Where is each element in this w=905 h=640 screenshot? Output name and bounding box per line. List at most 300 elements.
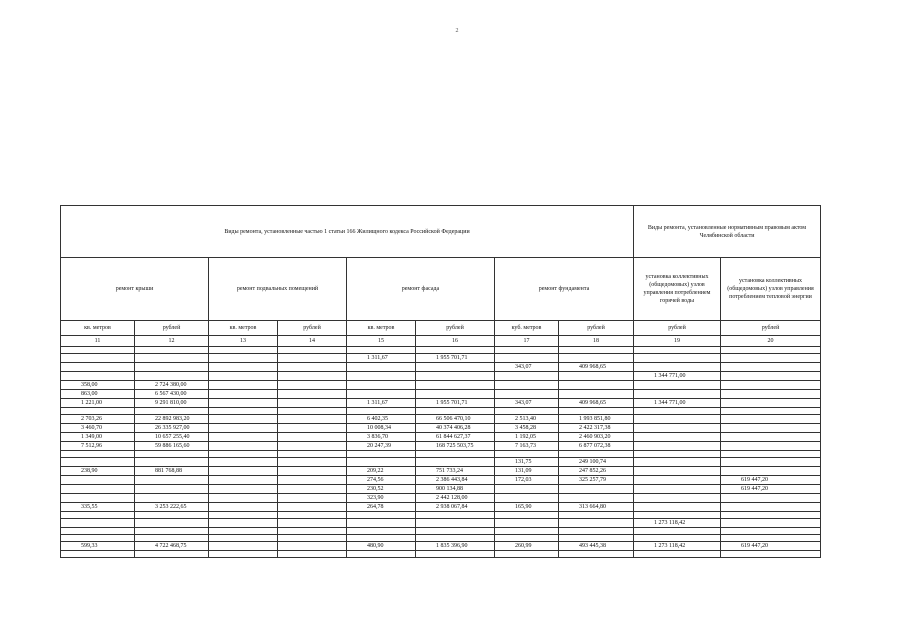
table-cell: 1 273 118,42: [634, 519, 721, 528]
table-cell: [347, 372, 416, 381]
group-roof: ремонт крыши: [61, 258, 209, 321]
table-cell: [278, 363, 347, 372]
table-cell: 1 192,05: [495, 433, 559, 442]
table-cell: 6 877 072,38: [559, 442, 634, 451]
table-cell: [721, 372, 821, 381]
table-cell: [634, 535, 721, 542]
table-cell: [559, 372, 634, 381]
table-cell: [278, 542, 347, 551]
table-cell: [209, 442, 278, 451]
table-cell: [209, 372, 278, 381]
unit-18: рублей: [559, 321, 634, 336]
table-cell: 4 722 468,75: [135, 542, 209, 551]
table-cell: [61, 519, 135, 528]
table-cell: 26 335 927,00: [135, 424, 209, 433]
table-cell: 900 134,88: [416, 485, 495, 494]
table-cell: [416, 551, 495, 558]
table-cell: [278, 408, 347, 415]
table-row: [61, 451, 821, 458]
col-number: 13: [209, 336, 278, 347]
table-cell: [347, 451, 416, 458]
table-cell: [416, 528, 495, 535]
table-cell: 2 724 380,00: [135, 381, 209, 390]
table-row: [61, 458, 821, 467]
table-cell: [559, 408, 634, 415]
table-cell: [634, 512, 721, 519]
table-cell: [135, 408, 209, 415]
col-number: 12: [135, 336, 209, 347]
table-cell: [559, 528, 634, 535]
table-cell: [721, 415, 821, 424]
table-cell: 358,00: [61, 381, 135, 390]
table-cell: [634, 408, 721, 415]
table-cell: 40 374 406,28: [416, 424, 495, 433]
table-cell: [135, 347, 209, 354]
table-cell: [634, 485, 721, 494]
table-cell: [209, 433, 278, 442]
table-cell: [559, 347, 634, 354]
table-row: [61, 494, 821, 503]
table-cell: [347, 512, 416, 519]
table-cell: [634, 451, 721, 458]
table-cell: [495, 372, 559, 381]
table-cell: [61, 458, 135, 467]
table-cell: 619 447,20: [721, 476, 821, 485]
table-cell: [721, 535, 821, 542]
table-cell: 209,22: [347, 467, 416, 476]
unit-13: кв. метров: [209, 321, 278, 336]
table-cell: [634, 458, 721, 467]
table-row: [61, 415, 821, 424]
table-cell: [61, 485, 135, 494]
table-cell: [347, 347, 416, 354]
table-cell: 6 567 430,00: [135, 390, 209, 399]
table-cell: 1 311,67: [347, 354, 416, 363]
table-cell: [278, 433, 347, 442]
table-cell: 3 253 222,65: [135, 503, 209, 512]
table-cell: [278, 424, 347, 433]
table-cell: [721, 494, 821, 503]
table-cell: 863,00: [61, 390, 135, 399]
table-cell: [495, 512, 559, 519]
table-cell: [61, 372, 135, 381]
table-cell: 249 100,74: [559, 458, 634, 467]
table-cell: [209, 467, 278, 476]
table-cell: [634, 476, 721, 485]
table-cell: [416, 363, 495, 372]
table-cell: 3 836,70: [347, 433, 416, 442]
unit-16: рублей: [416, 321, 495, 336]
table-cell: [559, 485, 634, 494]
table-row: [61, 347, 821, 354]
table-cell: [278, 372, 347, 381]
table-cell: [209, 451, 278, 458]
table-cell: 7 512,96: [61, 442, 135, 451]
table-cell: [416, 347, 495, 354]
table-cell: [495, 485, 559, 494]
table-cell: [278, 390, 347, 399]
table-cell: 20 247,39: [347, 442, 416, 451]
table-row: [61, 399, 821, 408]
table-cell: [721, 503, 821, 512]
table-cell: 335,55: [61, 503, 135, 512]
unit-15: кв. метров: [347, 321, 416, 336]
col-number: 11: [61, 336, 135, 347]
table-cell: [135, 535, 209, 542]
table-cell: [61, 476, 135, 485]
table-cell: [347, 551, 416, 558]
table-cell: 480,90: [347, 542, 416, 551]
table-cell: 2 513,40: [495, 415, 559, 424]
table-cell: [495, 390, 559, 399]
table-cell: [634, 424, 721, 433]
table-cell: 274,56: [347, 476, 416, 485]
repair-table: [60, 205, 821, 558]
table-cell: [209, 494, 278, 503]
unit-14: рублей: [278, 321, 347, 336]
table-cell: [209, 535, 278, 542]
table-cell: [634, 390, 721, 399]
table-row: [61, 528, 821, 535]
table-cell: [278, 512, 347, 519]
table-cell: [209, 390, 278, 399]
table-cell: 1 221,00: [61, 399, 135, 408]
table-row: [61, 535, 821, 542]
col-number: 14: [278, 336, 347, 347]
table-cell: [209, 408, 278, 415]
table-cell: 343,07: [495, 363, 559, 372]
header-federal: Виды ремонта, установленные частью 1 статьи 166 Жилищного кодекса Российской Федерации: [61, 206, 634, 258]
table-cell: [559, 551, 634, 558]
table-cell: 264,78: [347, 503, 416, 512]
col-number: 20: [721, 336, 821, 347]
table-cell: 3 460,70: [61, 424, 135, 433]
table-row: [61, 363, 821, 372]
table-cell: [135, 494, 209, 503]
table-cell: [721, 399, 821, 408]
table-cell: [209, 485, 278, 494]
table-cell: [209, 528, 278, 535]
table-cell: [634, 347, 721, 354]
header-regional: Виды ремонта, установленные нормативным правовым актом Челябинской области: [634, 206, 821, 258]
unit-17: куб. метров: [495, 321, 559, 336]
table-cell: [278, 551, 347, 558]
unit-19: рублей: [634, 321, 721, 336]
table-cell: [495, 528, 559, 535]
unit-12: рублей: [135, 321, 209, 336]
table-cell: [416, 535, 495, 542]
unit-20: рублей: [721, 321, 821, 336]
table-cell: [61, 528, 135, 535]
unit-11: кв. метров: [61, 321, 135, 336]
table-cell: [634, 528, 721, 535]
table-cell: [634, 363, 721, 372]
table-cell: [278, 451, 347, 458]
table-cell: [559, 494, 634, 503]
table-cell: [61, 512, 135, 519]
table-cell: [347, 408, 416, 415]
table-cell: 238,90: [61, 467, 135, 476]
table-cell: 230,52: [347, 485, 416, 494]
table-cell: [278, 399, 347, 408]
table-cell: [347, 519, 416, 528]
table-cell: [416, 372, 495, 381]
table-cell: [61, 408, 135, 415]
table-cell: [495, 408, 559, 415]
table-cell: [634, 415, 721, 424]
table-cell: [61, 451, 135, 458]
table-cell: 172,03: [495, 476, 559, 485]
table-cell: [278, 354, 347, 363]
table-cell: [209, 399, 278, 408]
table-cell: 3 458,28: [495, 424, 559, 433]
table-cell: [347, 363, 416, 372]
table-cell: [278, 485, 347, 494]
table-cell: [721, 528, 821, 535]
table-cell: 409 968,65: [559, 399, 634, 408]
table-cell: [416, 451, 495, 458]
table-row: [61, 390, 821, 399]
table-cell: [559, 354, 634, 363]
table-cell: [416, 519, 495, 528]
table-row: [61, 542, 821, 551]
table-cell: 59 886 165,60: [135, 442, 209, 451]
table-cell: 751 733,24: [416, 467, 495, 476]
table-cell: 323,90: [347, 494, 416, 503]
table-cell: [721, 519, 821, 528]
table-cell: [721, 408, 821, 415]
table-cell: [135, 451, 209, 458]
table-cell: 10 657 255,40: [135, 433, 209, 442]
table-cell: [634, 433, 721, 442]
table-cell: [278, 442, 347, 451]
table-cell: 61 844 627,37: [416, 433, 495, 442]
table-cell: [209, 542, 278, 551]
table-cell: 409 968,65: [559, 363, 634, 372]
table-cell: [347, 381, 416, 390]
table-cell: 1 344 771,00: [634, 372, 721, 381]
table-cell: [209, 347, 278, 354]
table-cell: [209, 354, 278, 363]
table-cell: 165,90: [495, 503, 559, 512]
group-basement: ремонт подвальных помещений: [209, 258, 347, 321]
table-cell: [634, 551, 721, 558]
table-cell: [135, 551, 209, 558]
table-cell: [495, 535, 559, 542]
table-cell: 2 386 443,84: [416, 476, 495, 485]
table-cell: [721, 424, 821, 433]
table-cell: [559, 390, 634, 399]
table-row: [61, 381, 821, 390]
table-cell: [135, 458, 209, 467]
table-cell: [135, 476, 209, 485]
table-cell: 2 442 128,00: [416, 494, 495, 503]
table-cell: [721, 512, 821, 519]
table-cell: 343,07: [495, 399, 559, 408]
table-row: [61, 551, 821, 558]
table-cell: 1 344 771,00: [634, 399, 721, 408]
table-cell: [278, 467, 347, 476]
table-cell: [347, 390, 416, 399]
table-cell: 1 273 118,42: [634, 542, 721, 551]
table-cell: 1 835 396,90: [416, 542, 495, 551]
table-cell: [495, 354, 559, 363]
table-cell: [209, 424, 278, 433]
table-cell: 260,99: [495, 542, 559, 551]
page-number: 2: [455, 28, 459, 34]
table-cell: [495, 519, 559, 528]
table-cell: [278, 458, 347, 467]
table-row: [61, 503, 821, 512]
table-row: [61, 408, 821, 415]
table-cell: [721, 390, 821, 399]
table-cell: [347, 535, 416, 542]
table-cell: [278, 535, 347, 542]
table-cell: 325 257,79: [559, 476, 634, 485]
col-number: 19: [634, 336, 721, 347]
table-cell: 9 291 810,00: [135, 399, 209, 408]
table-cell: 619 447,20: [721, 542, 821, 551]
table-cell: [721, 433, 821, 442]
table-row: [61, 372, 821, 381]
table-cell: [559, 535, 634, 542]
group-hot-water-meter: установка коллективных (общедомовых) узлов управления потреблением горячей воды: [634, 258, 721, 321]
table-cell: [278, 347, 347, 354]
table-cell: [495, 451, 559, 458]
table-row: [61, 512, 821, 519]
table-cell: [209, 476, 278, 485]
table-cell: [721, 381, 821, 390]
table-cell: 2 422 317,38: [559, 424, 634, 433]
table-cell: [721, 354, 821, 363]
table-cell: [634, 494, 721, 503]
table-cell: [61, 551, 135, 558]
table-row: [61, 519, 821, 528]
table-cell: [209, 503, 278, 512]
table-cell: [721, 451, 821, 458]
table-cell: 66 506 470,10: [416, 415, 495, 424]
table-cell: 1 349,00: [61, 433, 135, 442]
table-cell: 2 460 903,20: [559, 433, 634, 442]
table-cell: [61, 535, 135, 542]
table-cell: [416, 381, 495, 390]
table-cell: [559, 512, 634, 519]
table-row: [61, 476, 821, 485]
table-cell: 168 725 503,75: [416, 442, 495, 451]
table-cell: 22 892 983,20: [135, 415, 209, 424]
table-cell: 1 955 701,71: [416, 354, 495, 363]
col-number: 18: [559, 336, 634, 347]
table-cell: [209, 551, 278, 558]
col-number: 15: [347, 336, 416, 347]
table-cell: [721, 347, 821, 354]
table-cell: [135, 372, 209, 381]
table-cell: 619 447,20: [721, 485, 821, 494]
table-cell: 131,09: [495, 467, 559, 476]
table-cell: 1 993 851,80: [559, 415, 634, 424]
table-cell: [61, 347, 135, 354]
table-cell: [278, 503, 347, 512]
col-number: 17: [495, 336, 559, 347]
table-row: [61, 485, 821, 494]
table-cell: [634, 503, 721, 512]
table-cell: [416, 512, 495, 519]
table-cell: [135, 363, 209, 372]
table-cell: [416, 390, 495, 399]
table-cell: [495, 347, 559, 354]
table-cell: [634, 442, 721, 451]
table-cell: 6 402,35: [347, 415, 416, 424]
table-cell: 313 664,80: [559, 503, 634, 512]
table-cell: [721, 467, 821, 476]
table-cell: 599,33: [61, 542, 135, 551]
group-heat-meter: установка коллективных (общедомовых) узлов управления потреблением тепловой энергии: [721, 258, 821, 321]
col-number: 16: [416, 336, 495, 347]
table-cell: [495, 494, 559, 503]
table-cell: [721, 363, 821, 372]
table-cell: [135, 528, 209, 535]
table-cell: [209, 458, 278, 467]
table-cell: 881 768,88: [135, 467, 209, 476]
table-cell: 7 163,73: [495, 442, 559, 451]
table-cell: [61, 354, 135, 363]
table-cell: [278, 476, 347, 485]
table-cell: [495, 381, 559, 390]
table-cell: [135, 512, 209, 519]
table-cell: [278, 494, 347, 503]
table-cell: [634, 381, 721, 390]
table-cell: 493 445,38: [559, 542, 634, 551]
table-cell: [721, 551, 821, 558]
table-cell: [61, 363, 135, 372]
table-cell: [347, 458, 416, 467]
table-cell: [209, 512, 278, 519]
table-row: [61, 354, 821, 363]
table-cell: [135, 519, 209, 528]
table-cell: 247 852,26: [559, 467, 634, 476]
table-cell: [721, 458, 821, 467]
table-row: [61, 433, 821, 442]
table-cell: [416, 408, 495, 415]
table-cell: [278, 528, 347, 535]
table-row: [61, 467, 821, 476]
group-foundation: ремонт фундамента: [495, 258, 634, 321]
table-cell: [209, 415, 278, 424]
table-row: [61, 424, 821, 433]
table-cell: 131,75: [495, 458, 559, 467]
table-cell: [416, 458, 495, 467]
table-cell: [135, 354, 209, 363]
table-cell: 1 311,67: [347, 399, 416, 408]
table-cell: [209, 363, 278, 372]
table-cell: [278, 519, 347, 528]
table-cell: [634, 467, 721, 476]
table-cell: [495, 551, 559, 558]
table-cell: 2 938 067,84: [416, 503, 495, 512]
table-cell: [61, 494, 135, 503]
table-cell: [278, 381, 347, 390]
table-cell: 2 703,26: [61, 415, 135, 424]
table-row: [61, 442, 821, 451]
table-cell: [721, 442, 821, 451]
table-cell: 1 955 701,71: [416, 399, 495, 408]
table-cell: [559, 381, 634, 390]
table-cell: [278, 415, 347, 424]
table-cell: [634, 354, 721, 363]
table-cell: [135, 485, 209, 494]
table-cell: [209, 381, 278, 390]
table-cell: [209, 519, 278, 528]
